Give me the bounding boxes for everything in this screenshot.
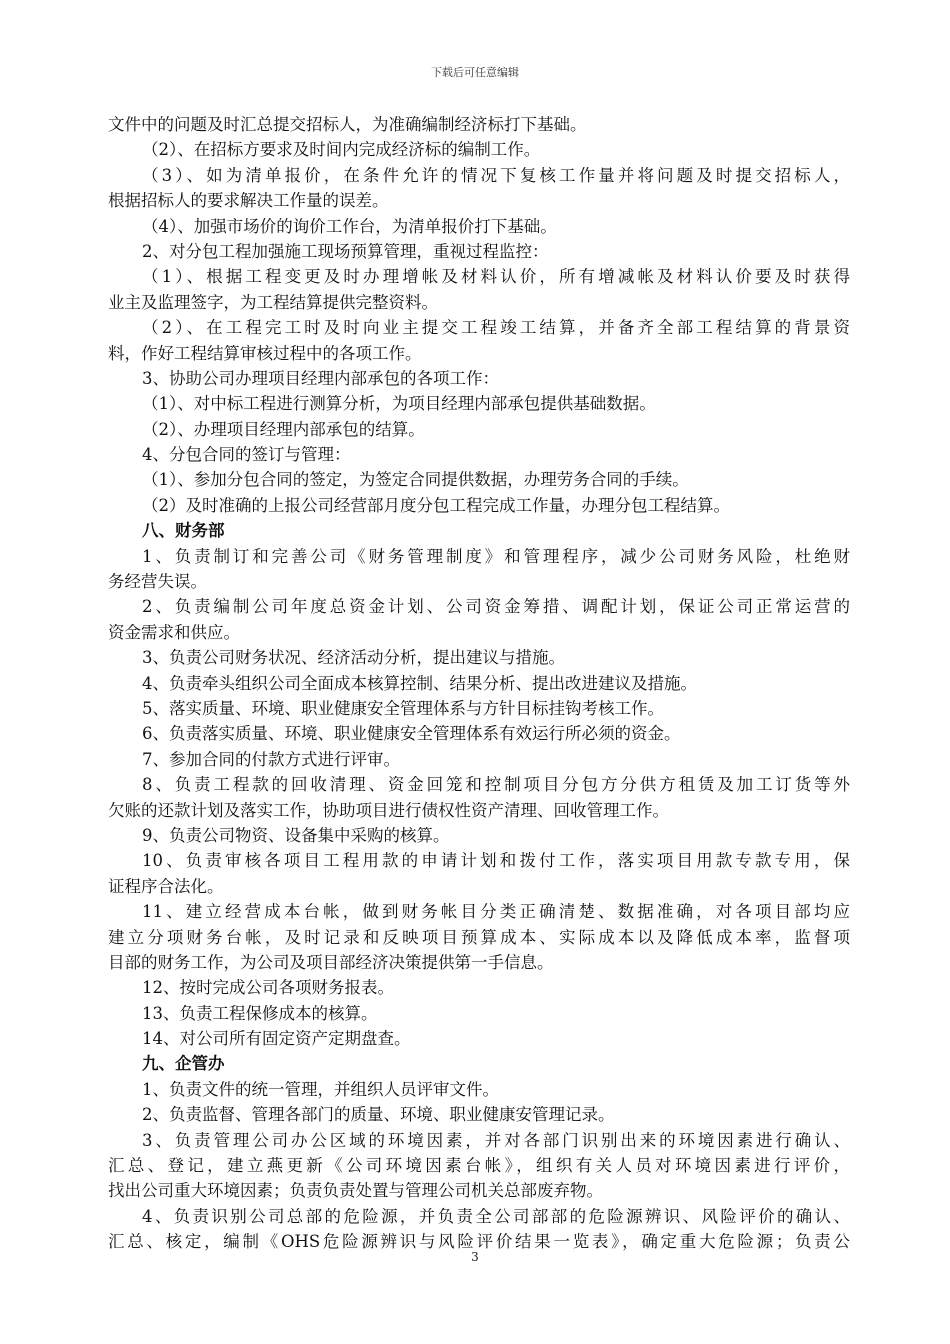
text-line: （4）、加强市场价的询价工作台，为清单报价打下基础。 [142, 216, 557, 236]
text-line: 务经营失误。 [108, 572, 207, 592]
text-line: 欠账的还款计划及落实工作，协助项目进行债权性资产清理、回收管理工作。 [108, 800, 669, 820]
section-heading-finance: 八、财务部 [142, 521, 225, 541]
text-line: （3）、如为清单报价，在条件允许的情况下复核工作量并将问题及时提交招标人， [142, 165, 850, 185]
text-line: 3、负责管理公司办公区域的环境因素，并对各部门识别出来的环境因素进行确认、 [142, 1130, 850, 1150]
text-line: （2）及时准确的上报公司经营部月度分包工程完成工作量，办理分包工程结算。 [142, 495, 730, 515]
text-line: 5、落实质量、环境、职业健康安全管理体系与方针目标挂钩考核工作。 [142, 698, 664, 718]
text-line: （2）、办理项目经理内部承包的结算。 [142, 419, 425, 439]
text-line: 2、负责监督、管理各部门的质量、环境、职业健康安管理记录。 [142, 1105, 615, 1125]
text-line: 目部的财务工作，为公司及项目部经济决策提供第一手信息。 [108, 952, 554, 972]
text-line: 3、负责公司财务状况、经济活动分析，提出建议与措施。 [142, 648, 565, 668]
text-line: 2、负责编制公司年度总资金计划、公司资金筹措、调配计划，保证公司正常运营的 [142, 597, 850, 617]
text-line: 8、负责工程款的回收清理、资金回笼和控制项目分包方分供方租赁及加工订货等外 [142, 775, 850, 795]
text-line: 1、负责制订和完善公司《财务管理制度》和管理程序，减少公司财务风险，杜绝财 [142, 546, 850, 566]
text-line: 资金需求和供应。 [108, 622, 240, 642]
text-line: 12、按时完成公司各项财务报表。 [142, 978, 394, 998]
text-line: （1）、根据工程变更及时办理增帐及材料认价，所有增减帐及材料认价要及时获得 [142, 267, 850, 287]
text-line: 1、负责文件的统一管理，并组织人员评审文件。 [142, 1079, 499, 1099]
text-line: 建立分项财务台帐，及时记录和反映项目预算成本、实际成本以及降低成本率，监督项 [108, 927, 850, 947]
text-line: （2）、在工程完工时及时向业主提交工程竣工结算，并备齐全部工程结算的背景资 [142, 318, 850, 338]
text-line: （1）、参加分包合同的签定，为签定合同提供数据，办理劳务合同的手续。 [142, 470, 689, 490]
page-number: 3 [471, 1250, 479, 1264]
text-line: 业主及监理签字，为工程结算提供完整资料。 [108, 292, 438, 312]
text-line: 4、负责牵头组织公司全面成本核算控制、结果分析、提出改进建议及措施。 [142, 673, 697, 693]
header-note: 下载后可任意编辑 [431, 66, 519, 79]
text-line: 3、协助公司办理项目经理内部承包的各项工作： [142, 368, 499, 388]
text-line: 证程序合法化。 [108, 876, 224, 896]
body-text [108, 112, 850, 1255]
text-line: （2）、在招标方要求及时间内完成经济标的编制工作。 [142, 140, 541, 160]
text-line: 13、负责工程保修成本的核算。 [142, 1003, 378, 1023]
text-line: （1）、对中标工程进行测算分析，为项目经理内部承包提供基础数据。 [142, 394, 656, 414]
text-line: 汇总、登记，建立燕更新《公司环境因素台帐》，组织有关人员对环境因素进行评价， [108, 1156, 850, 1176]
text-line: 7、参加合同的付款方式进行评审。 [142, 749, 400, 769]
text-line: 根据招标人的要求解决工作量的误差。 [108, 191, 389, 211]
text-line: 11、建立经营成本台帐，做到财务帐目分类正确清楚、数据准确，对各项目部均应 [142, 902, 850, 922]
text-line: 4、分包合同的签订与管理： [142, 445, 351, 465]
text-line: 料，作好工程结算审核过程中的各项工作。 [108, 343, 422, 363]
text-line: 找出公司重大环境因素；负责负责处置与管理公司机关总部废弃物。 [108, 1181, 603, 1201]
text-line: 6、负责落实质量、环境、职业健康安全管理体系有效运行所必须的资金。 [142, 724, 681, 744]
text-line: 10、负责审核各项目工程用款的申请计划和拨付工作，落实项目用款专款专用，保 [142, 851, 850, 871]
text-line: 9、负责公司物资、设备集中采购的核算。 [142, 825, 450, 845]
text-line: 文件中的问题及时汇总提交招标人，为准确编制经济标打下基础。 [108, 115, 587, 134]
text-line: 14、对公司所有固定资产定期盘查。 [142, 1029, 411, 1049]
section-heading-enterprise-office: 九、企管办 [142, 1054, 225, 1074]
text-line: 2、对分包工程加强施工现场预算管理，重视过程监控： [142, 241, 549, 261]
text-line: 汇总、核定，编制《OHS危险源辨识与风险评价结果一览表》，确定重大危险源；负责公 [108, 1232, 850, 1252]
text-line: 4、负责识别公司总部的危险源，并负责全公司部部的危险源辨识、风险评价的确认、 [142, 1206, 850, 1226]
